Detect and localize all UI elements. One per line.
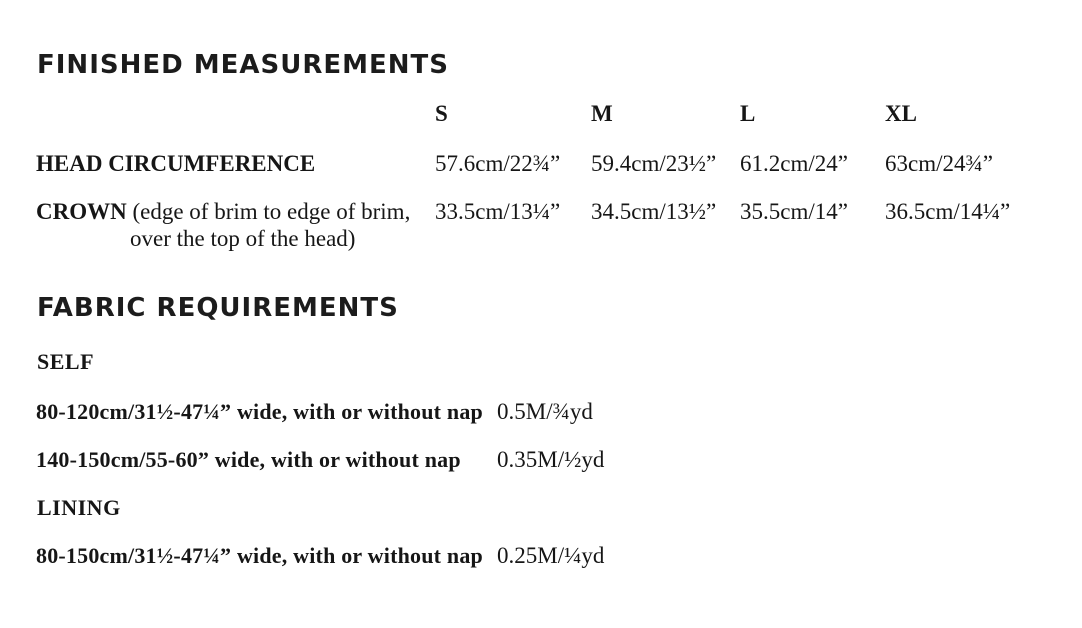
size-header-row bbox=[36, 100, 1046, 127]
fabric-width-description: 80-150cm/31½-47¼” wide, with or without nap bbox=[36, 543, 483, 568]
fabric-requirements-title: FABRIC REQUIREMENTS bbox=[37, 293, 399, 323]
size-column-xl: XL bbox=[885, 101, 917, 126]
crown-value-m: 34.5cm/13½” bbox=[591, 199, 717, 224]
size-column-s: S bbox=[435, 101, 448, 126]
size-column-m: M bbox=[591, 101, 613, 126]
fabric-width-description: 140-150cm/55-60” wide, with or without nap bbox=[36, 447, 461, 472]
fabric-row-lining bbox=[36, 543, 1046, 569]
fabric-amount: 0.25M/¼yd bbox=[497, 543, 605, 568]
crown-note-line1: (edge of brim to edge of brim, bbox=[132, 199, 411, 224]
crown-label: CROWN bbox=[36, 199, 127, 224]
crown-value-s: 33.5cm/13¼” bbox=[435, 199, 561, 224]
fabric-amount: 0.5M/¾yd bbox=[497, 399, 593, 424]
size-header-spacer bbox=[36, 100, 435, 127]
size-column-l: L bbox=[740, 101, 756, 126]
fabric-width-description: 80-120cm/31½-47¼” wide, with or without nap bbox=[36, 399, 483, 424]
crown-value-xl: 36.5cm/14¼” bbox=[885, 199, 1011, 224]
crown-value-l: 35.5cm/14” bbox=[740, 199, 848, 224]
fabric-section-lining-heading: LINING bbox=[37, 495, 121, 520]
fabric-amount: 0.35M/½yd bbox=[497, 447, 605, 472]
row-label-crown bbox=[36, 198, 435, 252]
fabric-row-self-narrow bbox=[36, 399, 1046, 425]
head-circumference-value-s: 57.6cm/22¾” bbox=[435, 151, 561, 176]
head-circumference-value-l: 61.2cm/24” bbox=[740, 151, 848, 176]
finished-measurements-title: FINISHED MEASUREMENTS bbox=[37, 50, 449, 80]
fabric-section-self-heading: SELF bbox=[37, 349, 95, 374]
fabric-row-self-wide bbox=[36, 447, 1046, 473]
crown-note-line2: over the top of the head) bbox=[130, 226, 356, 251]
table-row-head-circumference bbox=[36, 150, 1046, 177]
head-circumference-value-xl: 63cm/24¾” bbox=[885, 151, 993, 176]
row-label-head-circumference: HEAD CIRCUMFERENCE bbox=[36, 151, 316, 176]
head-circumference-value-m: 59.4cm/23½” bbox=[591, 151, 717, 176]
table-row-crown bbox=[36, 198, 1046, 252]
